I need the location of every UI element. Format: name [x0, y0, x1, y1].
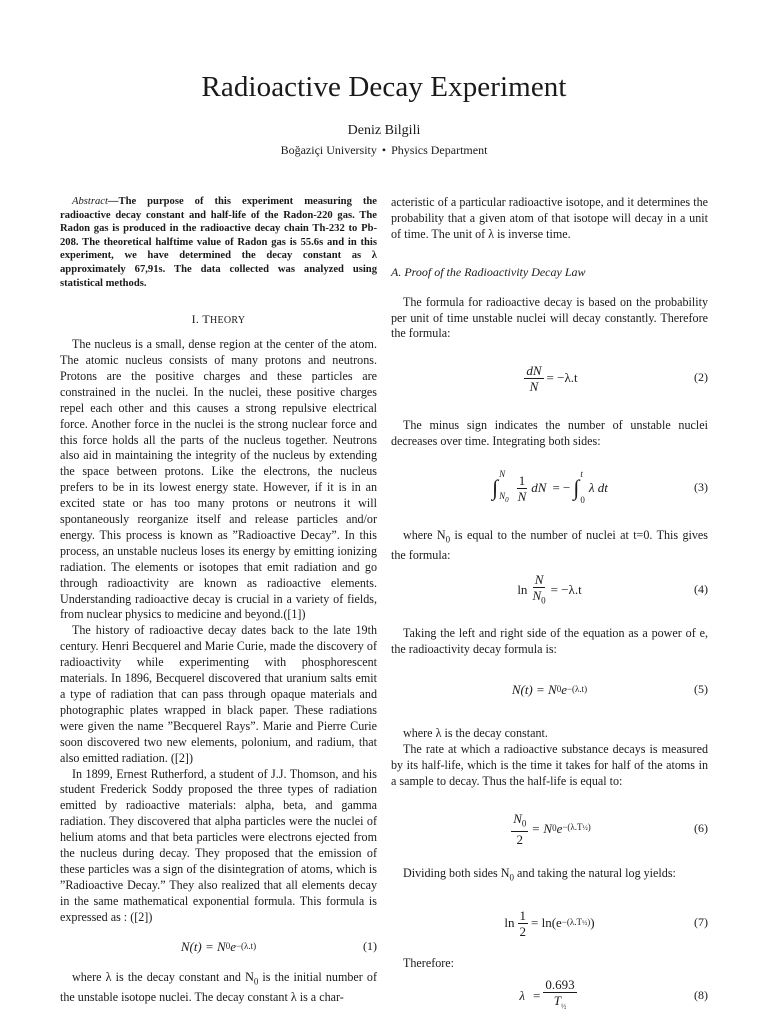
- eq4-num: N: [534, 572, 544, 588]
- eq2-den: N: [529, 378, 539, 394]
- eq7-fraction: [518, 908, 529, 939]
- eq5-sub: 0: [556, 684, 562, 695]
- equation-3: [391, 462, 708, 514]
- eq1-exp: −(λ.t): [235, 940, 257, 951]
- eq3-lower-1-sub: 0: [505, 496, 509, 505]
- rp4-part-a: where N: [403, 528, 446, 543]
- eq2-fraction: [524, 363, 543, 394]
- equation-6: [391, 806, 708, 852]
- equation-4: [391, 568, 708, 612]
- eq8-fraction: [543, 977, 576, 1015]
- p4-part-a: where λ is the decay constant and N: [72, 969, 254, 984]
- eq1-e: e: [230, 938, 236, 954]
- eq5-number: (5): [694, 682, 708, 697]
- eq6-exp-frac: ½: [582, 824, 588, 833]
- eq5-exp: −(λ.t): [566, 684, 588, 695]
- p4-sub: 0: [253, 976, 259, 986]
- rp4-sub: 0: [445, 534, 451, 545]
- eq1-lhs: N(t) = N: [180, 938, 226, 954]
- eq8-lhs: λ: [519, 988, 526, 1004]
- eq3-fraction: [516, 473, 529, 504]
- eq7-close: ): [590, 915, 595, 931]
- eq3-integral-1: ∫: [492, 475, 499, 501]
- right-paragraph-6: where λ is the decay constant.: [403, 726, 548, 741]
- eq6-fraction: [511, 811, 528, 848]
- eq6-num-sub: 0: [521, 818, 527, 829]
- left-column: [60, 195, 377, 1006]
- right-paragraph-9: Therefore:: [403, 956, 455, 971]
- eq7-num: 1: [519, 907, 527, 923]
- eq3-upper-1: N: [499, 469, 506, 480]
- eq5-lhs: N(t) = N: [511, 682, 557, 698]
- right-paragraph-7: The rate at which a radioactive substance decays is measured by its half-life, which is the time it takes for half of the atoms in a sample to decay. Thus the half-life is equal to:: [391, 742, 708, 788]
- rp8-part-b: and taking the natural log yields:: [514, 865, 676, 880]
- right-paragraph-3: The minus sign indicates the number of unstable nuclei decreases over time. Integrating both sides:: [391, 418, 708, 449]
- eq3-number: (3): [694, 480, 708, 495]
- affiliation-bullet: •: [381, 143, 387, 157]
- eq3-rhs: λ dt: [588, 480, 608, 496]
- section-title-initial: T: [202, 312, 210, 327]
- eq7-rhs: = ln(e: [531, 915, 562, 931]
- eq5-e: e: [561, 682, 567, 698]
- eq6-rhs-sub: 0: [552, 822, 557, 833]
- eq6-exp-close: ): [587, 822, 591, 833]
- abstract: [60, 195, 377, 290]
- eq2-rhs: = −λ.t: [546, 370, 578, 386]
- section-numeral: I.: [191, 312, 200, 327]
- eq3-lower-2: 0: [580, 495, 585, 506]
- eq8-equals: =: [533, 988, 541, 1004]
- right-paragraph-5: Taking the left and right side of the equation as a power of e, the radioactivity decay formula is:: [391, 626, 708, 657]
- right-paragraph-2: The formula for radioactive decay is based on the probability per unit of time unstable nuclei will decay constantly. Therefore the formula:: [391, 294, 708, 341]
- eq7-ln: ln: [504, 915, 515, 931]
- eq4-den-sub: 0: [541, 595, 546, 606]
- eq4-ln: ln: [517, 582, 528, 598]
- eq2-number: (2): [694, 370, 708, 385]
- eq8-number: (8): [694, 988, 708, 1003]
- rp4-part-b: is equal to the number of nuclei at t=0. This gives the formula:: [391, 528, 708, 563]
- eq6-number: (6): [694, 820, 708, 835]
- theory-paragraph-3: In 1899, Ernest Rutherford, a student of J.J. Thomson, and his student Frederick Soddy proposed the three types of radiation emitted by radioactive materials: alpha, beta, and gamma radiation. They discovered that alpha particles were the nuclei of helium atoms and that beta particles were electrons ejected from the nucleus during decay. They proposed that the emission of these particles was a sign of the disintegration of atoms, which is ”Radioactive Decay.” They also realized that all elements decay in the same mathematical exponential formula. This formula is expressed as : ([2]): [60, 766, 377, 924]
- eq2-num: dN: [526, 362, 542, 378]
- eq4-number: (4): [694, 582, 708, 597]
- abstract-label: Abstract: [72, 196, 108, 207]
- eq6-exp: −(λ.T: [562, 822, 583, 833]
- right-paragraph-4: [391, 528, 708, 564]
- eq8-den-sub: ½: [560, 1002, 567, 1011]
- eq6-rhs: = N: [531, 820, 553, 836]
- eq3-integral-2: ∫: [573, 475, 580, 501]
- eq1-sub: 0: [225, 940, 231, 951]
- eq7-exp-frac: ½: [582, 918, 588, 927]
- affiliation: [0, 143, 768, 158]
- eq1-number: (1): [363, 938, 377, 953]
- right-column: [391, 195, 708, 1018]
- eq3-frac-num: 1: [518, 472, 526, 488]
- affiliation-university: Boğaziçi University: [280, 143, 377, 157]
- right-paragraph-1: acteristic of a particular radioactive isotope, and it determines the probability that a given atom of that isotope will decay in a unit of time. The unit of λ is inverse time.: [391, 195, 708, 241]
- theory-paragraph-1: The nucleus is a small, dense region at the center of the atom. The atomic nucleus consists of many protons and neutrons. Protons are the positive charges and these particles are constrained in the nuclei. In the nuclei, these positive charges repel each other and this causes a strong repulsive electrical force. Another force in the nuclei is the strong nuclear force and this force holds all the parts of the nucleus together. Neutrons also aid in maintaining the integrity of the nucleus by extending the space between protons. Like the electrons, the nucleus prefers to be in its lowest energy state. However, if it is in an excited state or has too many protons or neutrons it will spontaneously reorganize itself and release particles and/or energy. This process is known as ”Radioactive Decay”. In this process, an unstable nucleus loses its energy by emitting ionizing radiation. The elements or isotopes that emit radiation and go through radioactivity are known as radioactive elements. Understanding radioactive decay is crucial in a variety of fields, from nuclear physics to medicine and beyond.([1]): [60, 337, 377, 622]
- eq8-den: T: [553, 993, 561, 1009]
- author-name: Deniz Bilgili: [347, 123, 421, 138]
- eq6-num: N: [513, 810, 522, 826]
- eq4-fraction: [530, 572, 547, 609]
- equation-2: [391, 356, 708, 400]
- eq6-e: e: [556, 820, 563, 836]
- eq3-upper-2: t: [580, 469, 583, 480]
- equation-7: [391, 900, 708, 946]
- equation-5: [391, 672, 708, 708]
- eq7-exp: −(λ.T: [561, 916, 582, 927]
- eq3-frac-den: N: [517, 488, 527, 504]
- theory-paragraph-2: The history of radioactive decay dates back to the late 19th century. Henri Becquerel and Marie Curie, made the discovery of radioactivity while experimenting with phosphorescent materials. In 1896, Becquerel discovered that uranium salts emit a type of radiation that can pass through opaque materials and photographic plates wrapped in black paper. These radiations were given the name ”Becquerel Rays”. Marie and Pierre Curie soon discovered two new elements, polonium, and radium, that also emitted radiation. ([2]): [60, 623, 377, 765]
- eq6-den: 2: [516, 832, 524, 848]
- theory-paragraph-4: [60, 970, 377, 1006]
- section-heading-theory: [60, 312, 377, 329]
- eq7-den: 2: [519, 923, 527, 939]
- affiliation-department: Physics Department: [391, 143, 488, 157]
- equation-8: [391, 974, 708, 1018]
- eq4-den: N: [532, 588, 542, 604]
- eq3-dn: dN: [531, 480, 547, 496]
- rp8-part-a: Dividing both sides N: [403, 865, 510, 880]
- eq4-rhs: = −λ.t: [550, 582, 582, 598]
- paper-title: Radioactive Decay Experiment: [201, 71, 567, 103]
- eq8-num: 0.693: [545, 977, 575, 993]
- eq3-equals: = −: [552, 480, 571, 496]
- abstract-text: —The purpose of this experiment measuring the radioactive decay constant and half-life of the Radon-220 gas. The Radon gas is produced in the radioactive decay chain Th-232 to Pb-208. The theoretical halftime value of Radon gas is 55.6s and in this experiment, we have determined the decay constant as λ approximately 67,91s. The data collected was analyzed using statistical methods.: [60, 196, 377, 289]
- rp8-sub: 0: [509, 872, 514, 883]
- equation-1: [60, 932, 377, 962]
- right-paragraph-8: [391, 866, 708, 886]
- subsection-heading: A. Proof of the Radioactivity Decay Law: [391, 264, 586, 279]
- eq7-exp-close: ): [587, 916, 591, 927]
- eq3-lower-1: N: [499, 491, 506, 502]
- p4-part-b: is the initial number of the unstable isotope nuclei. The decay constant λ is a char-: [60, 969, 377, 1004]
- eq7-number: (7): [694, 915, 708, 930]
- section-title-rest: HEORY: [209, 315, 246, 327]
